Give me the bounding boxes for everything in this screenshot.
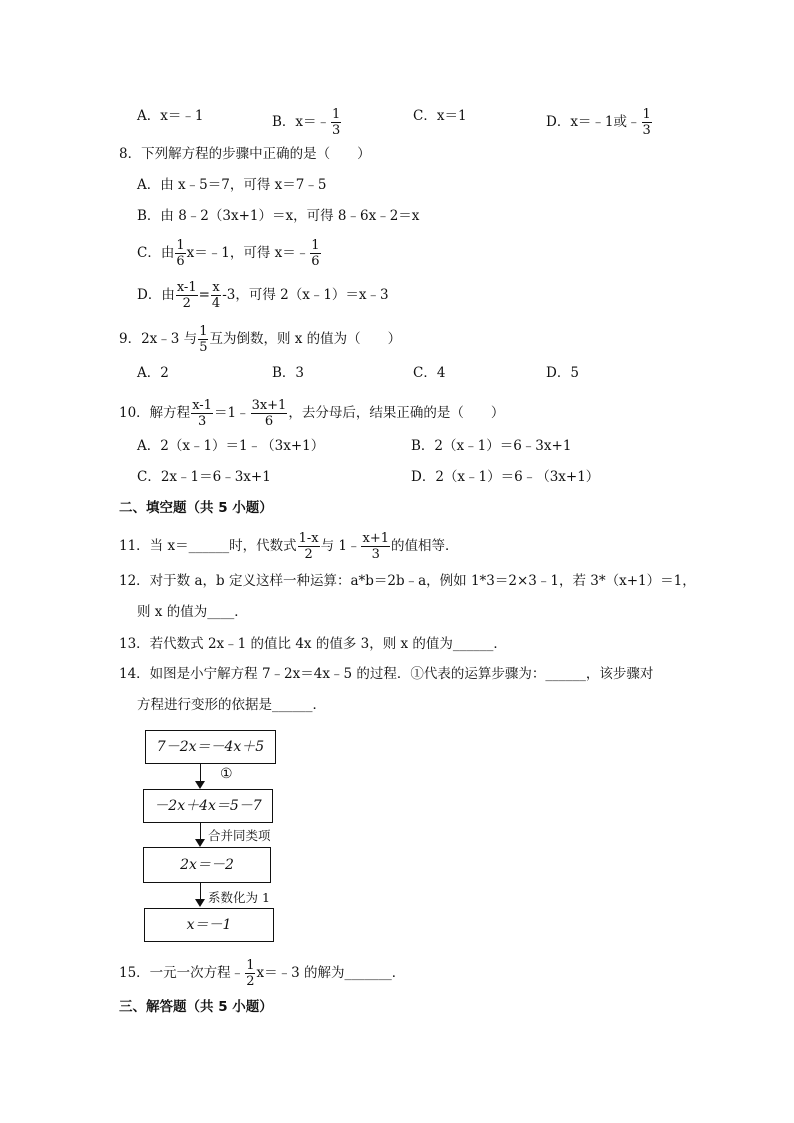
q10-option-b: B．2（x﹣1）＝6﹣3x+1: [411, 438, 572, 454]
q10-stem-prefix: 10．解方程: [119, 405, 191, 421]
denominator: 2: [304, 547, 313, 562]
q10-option-a: A．2（x﹣1）＝1﹣（3x+1）: [137, 438, 325, 454]
q15-fraction: [245, 958, 255, 989]
q11: [119, 531, 458, 562]
q11-suffix: 的值相等．: [390, 538, 459, 554]
flow-arrow-2-line: [200, 822, 201, 840]
q11-prefix: 11．当 x＝______时，代数式: [119, 538, 297, 554]
q7-b-prefix: B．x＝: [272, 114, 317, 130]
numerator: x+1: [362, 531, 389, 546]
numerator: 1: [176, 238, 185, 253]
q10-stem-suffix: ，去分母后，结果正确的是（ ）: [288, 405, 505, 421]
q15-suffix: x＝﹣3 的解为_______．: [256, 965, 406, 981]
q10-stem-middle: ＝1﹣: [213, 405, 250, 421]
numerator: x-1: [192, 398, 212, 413]
q11-fraction-2: [361, 531, 390, 562]
q8-option-a: A．由 x﹣5＝7，可得 x＝7﹣5: [137, 177, 327, 193]
denominator: 3: [371, 547, 380, 562]
q11-middle: 与 1﹣: [320, 538, 361, 554]
flow-box-2: －2x＋4x＝5－7: [143, 789, 273, 823]
denominator: 3: [197, 414, 207, 429]
q10-fraction-2: [251, 398, 288, 429]
flow-arrow-3-head: [195, 899, 205, 907]
q9-fraction: [198, 324, 208, 355]
numerator: 3x+1: [251, 398, 287, 413]
denominator: 5: [199, 340, 208, 355]
flow-box-1: 7－2x＝－4x＋5: [145, 730, 276, 764]
numerator: 1: [246, 958, 255, 973]
section-fill-in-heading: 二、填空题（共 5 小题）: [119, 500, 273, 516]
q15-prefix: 15．一元一次方程﹣: [119, 965, 245, 981]
denominator: 6: [311, 254, 320, 269]
q12-line-2: 则 x 的值为____．: [137, 604, 248, 620]
numerator: 1: [199, 324, 208, 339]
q8-c-fraction-1: [175, 238, 185, 269]
q9-option-c: C．4: [413, 365, 446, 381]
denominator: 6: [264, 414, 274, 429]
q7-d-sign: ﹣: [627, 114, 641, 130]
flow-arrow-2-head: [195, 839, 205, 847]
q8-option-d: [137, 280, 389, 311]
q10-fraction-1: [191, 398, 213, 429]
denominator: 3: [642, 123, 651, 138]
q10-stem: [119, 398, 504, 429]
q9-stem-suffix: 互为倒数，则 x 的值为（ ）: [209, 331, 402, 347]
q9-option-d: D．5: [546, 365, 579, 381]
flow-label-3: 系数化为 1: [208, 890, 270, 905]
q10-option-c: C．2x﹣1＝6﹣3x+1: [137, 469, 271, 485]
q11-fraction-1: [298, 531, 320, 562]
denominator: 6: [176, 254, 185, 269]
q7-b-sign: ﹣: [316, 114, 331, 130]
q9-option-b: B．3: [272, 365, 305, 381]
q7-option-c: C．x＝1: [413, 108, 467, 124]
denominator: 3: [332, 123, 341, 138]
q8-stem: 8．下列解方程的步骤中正确的是（ ）: [119, 146, 371, 162]
numerator: x: [212, 280, 220, 295]
numerator: 1: [642, 107, 651, 122]
flow-label-1: ①: [220, 766, 233, 782]
q7-b-fraction: [331, 107, 341, 138]
q7-option-a: A．x＝﹣1: [137, 108, 204, 124]
q9-stem-prefix: 9．2x﹣3 与: [119, 331, 198, 347]
flow-arrow-1-line: [200, 763, 201, 783]
numerator: 1-x: [298, 531, 319, 546]
denominator: 2: [246, 974, 255, 989]
q8-option-b: B．由 8﹣2（3x+1）＝x，可得 8﹣6x﹣2＝x: [137, 208, 420, 224]
q7-option-b: [272, 107, 342, 138]
numerator: 1: [311, 238, 320, 253]
section-answer-heading: 三、解答题（共 5 小题）: [119, 999, 273, 1015]
numerator: x-1: [176, 280, 197, 295]
q7-d-fraction: [642, 107, 652, 138]
q9-stem: [119, 324, 401, 355]
q8-c-fraction-2: [310, 238, 320, 269]
q8-c-middle: x＝﹣1，可得 x＝﹣: [186, 245, 310, 261]
q15: [119, 958, 405, 989]
flow-box-3: 2x＝－2: [143, 847, 271, 883]
q9-option-a: A．2: [137, 365, 169, 381]
q8-d-prefix: D．由: [137, 287, 175, 303]
denominator: 4: [211, 296, 221, 311]
q8-d-fraction-1: [176, 280, 198, 311]
flow-arrow-1-head: [195, 781, 205, 789]
q12-line-1: 12．对于数 a，b 定义这样一种运算：a*b＝2b﹣a，例如 1*3＝2×3﹣1，若 3*（x+1）＝1，: [119, 573, 696, 589]
numerator: 1: [332, 107, 341, 122]
q7-option-d: [546, 107, 653, 138]
q7-d-prefix: D．x＝﹣1或: [546, 114, 628, 130]
q10-option-d: D．2（x﹣1）＝6﹣（3x+1）: [411, 469, 600, 485]
q14-line-2: 方程进行变形的依据是______．: [137, 697, 326, 713]
flow-box-4: x＝－1: [144, 908, 274, 942]
q13: 13．若代数式 2x﹣1 的值比 4x 的值多 3，则 x 的值为______．: [119, 636, 507, 652]
q8-d-equals: =: [198, 287, 210, 303]
q8-d-fraction-2: [211, 280, 221, 311]
q8-d-suffix: -3，可得 2（x﹣1）＝x﹣3: [222, 287, 389, 303]
q8-option-c: [137, 238, 322, 269]
q8-c-prefix: C．由: [137, 245, 175, 261]
q14-line-1: 14．如图是小宁解方程 7﹣2x＝4x﹣5 的过程．①代表的运算步骤为：______，该步骤对: [119, 666, 654, 682]
flow-label-2: 合并同类项: [208, 828, 271, 843]
denominator: 2: [182, 296, 191, 311]
